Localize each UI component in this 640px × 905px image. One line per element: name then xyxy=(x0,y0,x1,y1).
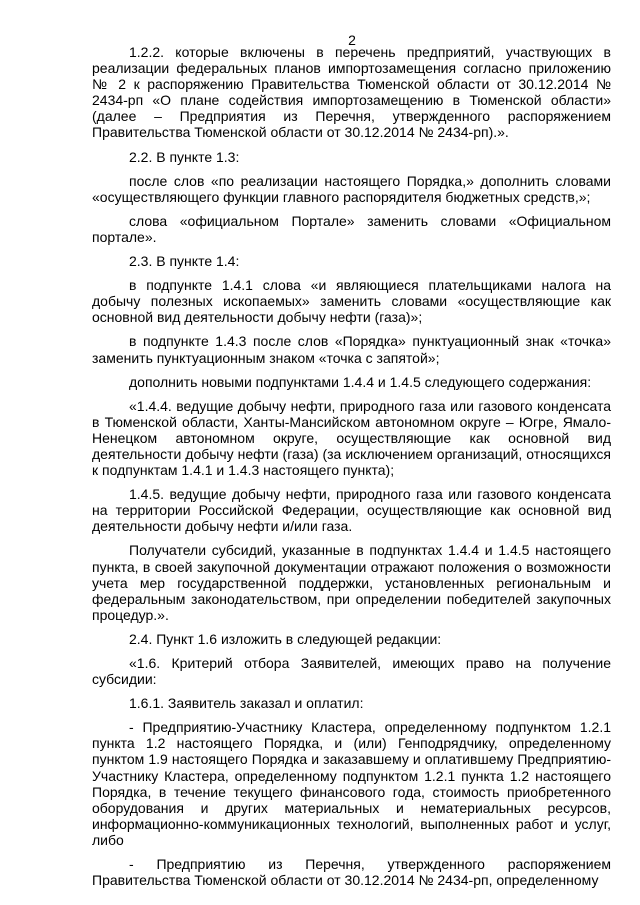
paragraph-2-2-amendment-1: после слов «по реализации настоящего Порядка,» дополнить словами «осуществляющего функции главного распорядителя бюджетных средств,»; xyxy=(92,172,611,205)
paragraph-1-4-4: «1.4.4. ведущие добычу нефти, природного газа или газового конденсата в Тюменской области, Ханты-Мансийском автономном округе – Югре, Ямало-Ненецком автономном округе, осуществляющие как основной вид деятельности добычу нефти (газа) (за исключением организаций, относящихся к подпунктам 1.4.1 и 1.4.3 настоящего пункта); xyxy=(92,397,611,479)
paragraph-2-3-amendment-2: в подпункте 1.4.3 после слов «Порядка» пунктуационный знак «точка» заменить пунктуационным знаком «точка с запятой»; xyxy=(92,333,611,366)
paragraph-subsidy-recipients: Получатели субсидий, указанные в подпунктах 1.4.4 и 1.4.5 настоящего пункта, в своей закупочной документации отражают положения о возможности учета мер государственной поддержки, установленных региональным и федеральным законодательством, при определении победителей закупочных процедур.». xyxy=(92,542,611,623)
page-number: 2 xyxy=(348,32,356,48)
paragraph-cluster-participant: - Предприятию-Участнику Кластера, определенному подпунктом 1.2.1 пункта 1.2 настоящего Порядка, и (или) Генподрядчику, определенному пунктом 1.9 настоящего Порядка и заказавшему и оплатившему Предприятию-Участнику Кластера, определенному подпунктом 1.2.1 пункта 1.2 настоящего Порядка, в течение текущего финансового года, стоимость приобретенного оборудования и других материальных и нематериальных ресурсов, информационно-коммуникационных технологий, выполненных работ и услуг, либо xyxy=(92,719,611,848)
paragraph-1-2-2: 1.2.2. которые включены в перечень предприятий, участвующих в реализации федеральных планов импортозамещения согласно приложению № 2 к распоряжению Правительства Тюменской области от 30.12.2014 № 2434-рп «О плане содействия импортозамещению в Тюменской области» (далее – Предприятия из Перечня, утвержденного распоряжением Правительства Тюменской области от 30.12.2014 № 2434-рп).». xyxy=(92,44,611,141)
paragraph-enterprise-from-list: - Предприятию из Перечня, утвержденного распоряжением Правительства Тюменской области от 30.12.2014 № 2434-рп, определенному xyxy=(92,856,611,889)
paragraph-1-6: «1.6. Критерий отбора Заявителей, имеющих право на получение субсидии: xyxy=(92,655,611,688)
paragraph-2-2-heading: 2.2. В пункте 1.3: xyxy=(129,148,240,165)
document-body xyxy=(92,44,611,896)
paragraph-2-3-amendment-3: дополнить новыми подпунктами 1.4.4 и 1.4.5 следующего содержания: xyxy=(129,373,592,390)
paragraph-2-4-heading: 2.4. Пункт 1.6 изложить в следующей редакции: xyxy=(129,630,442,647)
paragraph-2-3-heading: 2.3. В пункте 1.4: xyxy=(129,253,240,270)
paragraph-2-3-amendment-1: в подпункте 1.4.1 слова «и являющиеся плательщиками налога на добычу полезных ископаемых» заменить словами «осуществляющие как основной вид деятельности добычу нефти (газа)»; xyxy=(92,277,611,326)
paragraph-1-4-5: 1.4.5. ведущие добычу нефти, природного газа или газового конденсата на территории Российской Федерации, осуществляющие как основной вид деятельности добычу нефти и/или газа. xyxy=(92,486,611,535)
paragraph-1-6-1: 1.6.1. Заявитель заказал и оплатил: xyxy=(129,695,364,712)
paragraph-2-2-amendment-2: слова «официальном Портале» заменить словами «Официальном портале». xyxy=(92,212,611,245)
